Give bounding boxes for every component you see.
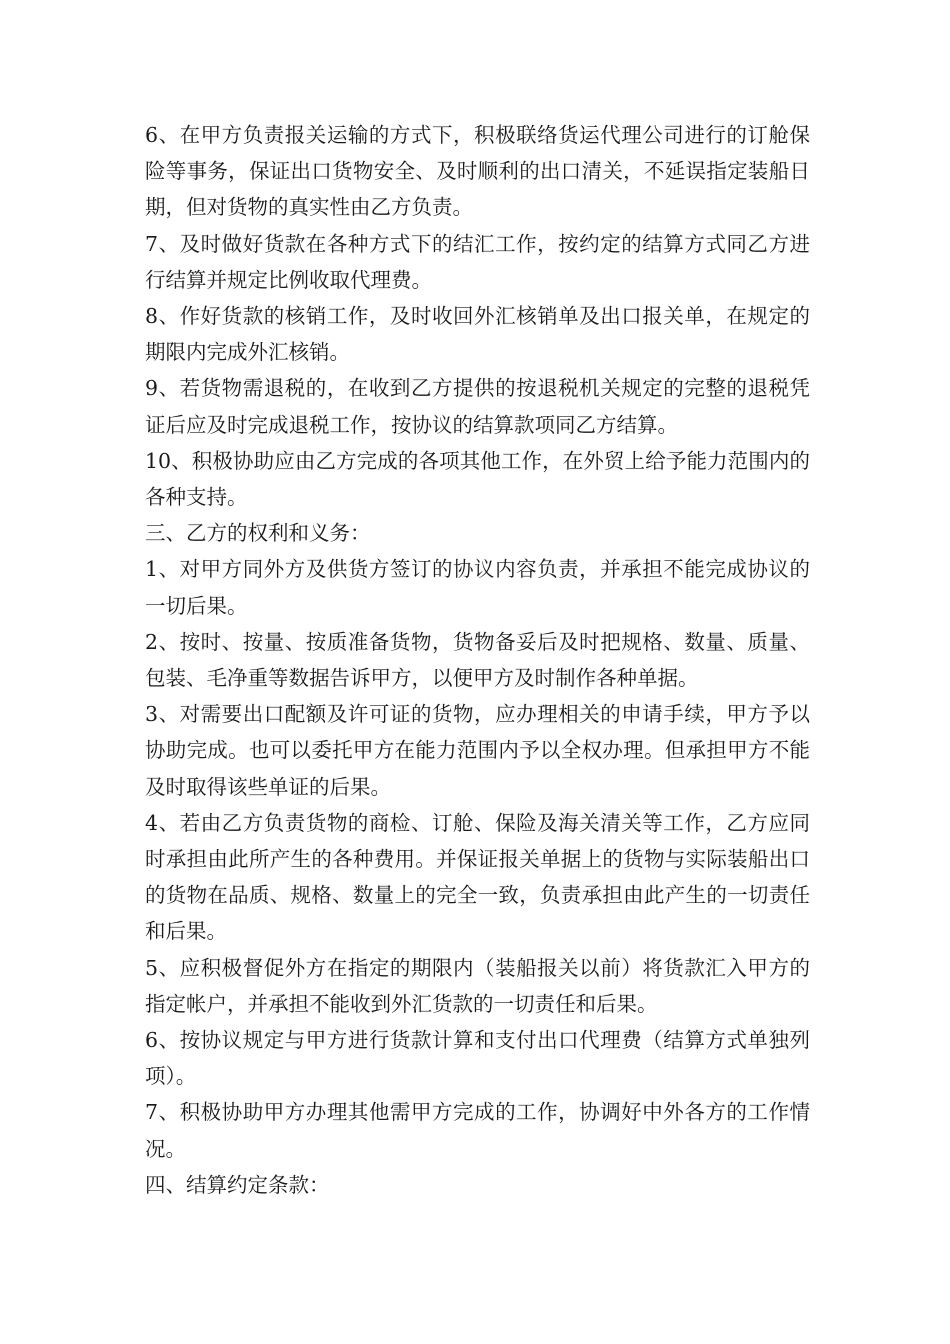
paragraph-clause-2-9: 9、若货物需退税的，在收到乙方提供的按退税机关规定的完整的退税凭证后应及时完成退税工作，按协议的结算款项同乙方结算。 [145,376,810,437]
paragraph-clause-2-6: 6、在甲方负责报关运输的方式下，积极联络货运代理公司进行的订舱保险等事务，保证出口货物安全、及时顺利的出口清关，不延误指定装船日期，但对货物的真实性由乙方负责。 [145,123,810,220]
paragraph-clause-2-10: 10、积极协助应由乙方完成的各项其他工作，在外贸上给予能力范围内的各种支持。 [145,448,810,510]
paragraph-clause-3-6: 6、按协议规定与甲方进行货款计算和支付出口代理费（结算方式单独列项）。 [145,1028,810,1089]
paragraph-clause-2-7: 7、及时做好货款在各种方式下的结汇工作，按约定的结算方式同乙方进行结算并规定比例收取代理费。 [145,231,810,292]
paragraph-clause-3-3: 3、对需要出口配额及许可证的货物，应办理相关的申请手续，甲方予以协助完成。也可以委托甲方在能力范围内予以全权办理。但承担甲方不能及时取得该些单证的后果。 [145,702,810,799]
paragraph-clause-3-2: 2、按时、按量、按质准备货物，货物备妥后及时把规格、数量、质量、包装、毛净重等数据告诉甲方，以便甲方及时制作各种单据。 [145,629,810,691]
document-body [145,117,810,1203]
paragraph-clause-3-5: 5、应积极督促外方在指定的期限内（装船报关以前）将货款汇入甲方的指定帐户，并承担不能收到外汇货款的一切责任和后果。 [145,955,810,1016]
paragraph-clause-2-8: 8、作好货款的核销工作，及时收回外汇核销单及出口报关单，在规定的期限内完成外汇核销。 [145,304,810,365]
paragraph-clause-3-1: 1、对甲方同外方及供货方签订的协议内容负责，并承担不能完成协议的一切后果。 [145,557,810,618]
paragraph-clause-3-7: 7、积极协助甲方办理其他需甲方完成的工作，协调好中外各方的工作情况。 [145,1100,810,1161]
section-heading-3: 三、乙方的权利和义务： [145,521,371,546]
paragraph-clause-3-4: 4、若由乙方负责货物的商检、订舱、保险及海关清关等工作，乙方应同时承担由此所产生的各种费用。并保证报关单据上的货物与实际装船出口的货物在品质、规格、数量上的完全一致，负责承担由此产生的一切责任和后果。 [145,810,810,944]
section-heading-4: 四、结算约定条款： [145,1172,330,1197]
